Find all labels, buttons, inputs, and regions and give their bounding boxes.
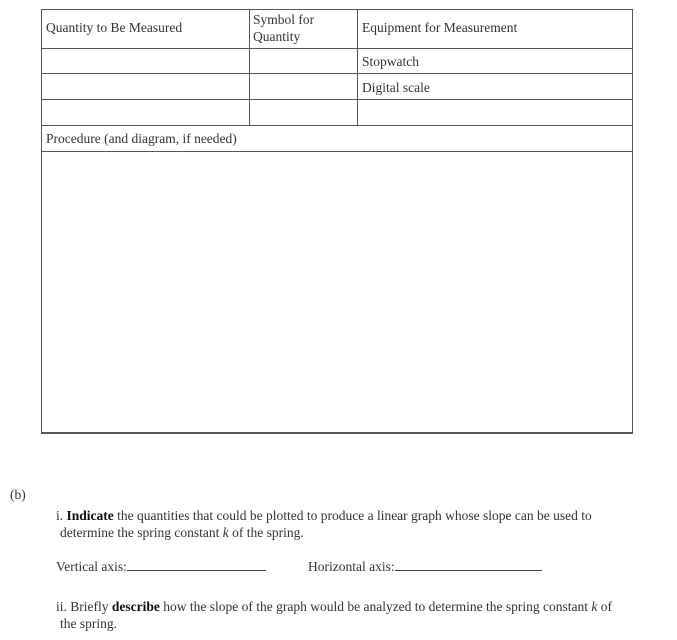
row2-quantity-input[interactable] — [42, 74, 249, 99]
horizontal-axis-label: Horizontal axis: — [308, 559, 395, 574]
horizontal-axis-input[interactable] — [395, 558, 542, 571]
question-ii-keyword: describe — [111, 599, 160, 614]
question-ii-prefix: ii. Briefly — [56, 599, 112, 614]
vertical-axis-row — [56, 558, 266, 575]
table-right-border — [632, 9, 633, 434]
header-equipment: Equipment for Measurement — [362, 20, 518, 35]
question-ii-line1 — [56, 598, 671, 615]
row1-equipment: Stopwatch — [362, 54, 419, 69]
procedure-textarea[interactable] — [42, 152, 632, 432]
question-i-line2 — [56, 524, 656, 541]
question-i-line1 — [56, 507, 656, 524]
procedure-label: Procedure (and diagram, if needed) — [46, 131, 237, 146]
question-ii-line2 — [56, 615, 671, 632]
question-i-var: k — [222, 525, 229, 540]
question-i-keyword: Indicate — [66, 508, 114, 523]
table-bottom-border — [41, 432, 633, 434]
table-row3-divider — [41, 125, 633, 126]
row2-equipment: Digital scale — [362, 80, 430, 95]
question-ii — [56, 598, 671, 632]
table-top-border — [41, 9, 633, 10]
question-ii-var: k — [591, 599, 598, 614]
question-ii-text-c: the spring. — [60, 616, 117, 631]
header-symbol-line1: Symbol for — [253, 12, 315, 27]
question-i-text-a: the quantities that could be plotted to produce a linear graph whose slope can be used to — [113, 508, 592, 523]
question-i — [56, 507, 656, 541]
row2-symbol-input[interactable] — [250, 74, 357, 99]
horizontal-axis-row — [308, 558, 542, 575]
question-i-prefix: i. — [56, 508, 67, 523]
header-symbol-line2: Quantity — [253, 29, 301, 44]
header-quantity: Quantity to Be Measured — [46, 20, 183, 35]
question-ii-text-a: how the slope of the graph would be analyzed to determine the spring constant — [159, 599, 592, 614]
vertical-axis-input[interactable] — [127, 558, 266, 571]
row3-quantity-input[interactable] — [42, 100, 249, 125]
question-i-text-c: of the spring. — [228, 525, 304, 540]
row3-equipment-input[interactable] — [358, 100, 632, 125]
question-i-text-b: determine the spring constant — [60, 525, 223, 540]
vertical-axis-label: Vertical axis: — [56, 559, 127, 574]
question-ii-text-b: of — [597, 599, 613, 614]
row1-symbol-input[interactable] — [250, 49, 357, 73]
row3-symbol-input[interactable] — [250, 100, 357, 125]
row1-quantity-input[interactable] — [42, 49, 249, 73]
part-b-label: (b) — [10, 487, 26, 502]
